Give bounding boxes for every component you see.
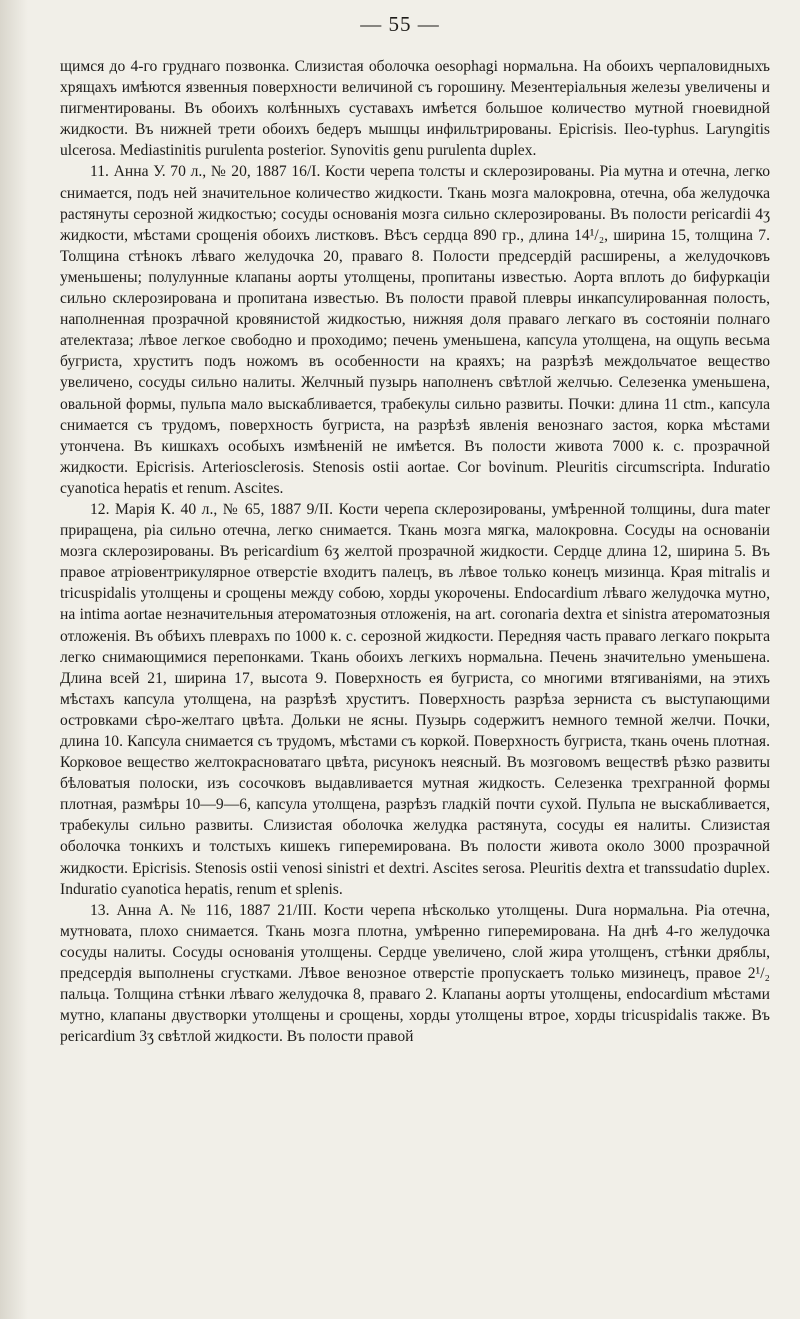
body-text <box>60 56 770 1047</box>
case-13-paragraph: 13. Анна А. № 116, 1887 21/III. Кости черепа нѣсколько утолщены. Dura нормальна. Pia отечна, мутновата, плохо снимается. Ткань мозга плотна, умѣренно гиперемирована. На днѣ 4-го желудочка сосуды налиты. Сосуды основанія утолщены. Сердце увеличено, слой жира утолщенъ, стѣнки дряблы, предсердія выполнены сгустками. Лѣвое венозное отверстіе пропускаетъ только мизинецъ, правое 2¹/₂ пальца. Толщина стѣнки лѣваго желудочка 8, праваго 2. Клапаны аорты утолщены, endocardium мѣстами мутно, клапаны двустворки утолщены и срощены, хорды утолщены втрое, хорды tricuspidalis также. Въ pericardium 3ʒ свѣтлой жидкости. Въ полости правой <box>60 901 770 1046</box>
paragraph-continuation: щимся до 4-го груднаго позвонка. Слизистая оболочка oesophagi нормальна. На обоихъ черпаловидныхъ хрящахъ имѣются язвенныя поверхности величиной съ горошину. Мезентеріальныя железы увеличены и пигментированы. Въ обоихъ колѣнныхъ суставахъ имѣется большое количество мутной гноевидной жидкости. Въ нижней трети обоихъ бедеръ мышцы инфильтрированы. Epicrisis. Ileo-typhus. Laryngitis ulcerosa. Mediastinitis purulenta posterior. Synovitis genu purulenta duplex. <box>60 58 770 160</box>
page-number: — 55 — <box>360 12 440 36</box>
page-fold-shadow <box>0 0 28 1319</box>
case-12-paragraph: 12. Марія К. 40 л., № 65, 1887 9/II. Кости черепа склерозированы, умѣренной толщины, dura mater приращена, pia сильно отечна, легко снимается. Ткань мозга мягка, малокровна. Сосуды на основаніи мозга склерозированы. Въ pericardium 6ʒ желтой прозрачной жидкости. Сердце длина 12, ширина 5. Въ правое атріовентрикулярное отверстіе входитъ палецъ, въ лѣвое только конецъ мизинца. Края mitralis и tricuspidalis утолщены и срощены между собою, хорды укорочены. Endocardium лѣваго желудочка мутно, на intima aortae незначительныя атероматозныя отложенія, на art. coronaria dextra et sinistra атероматозныя отложенія. Въ обѣихъ плеврахъ по 1000 к. с. серозной жидкости. Передняя часть праваго легкаго покрыта легко снимающимися перепонками. Ткань обоихъ легкихъ нормальна. Печень значительно уменьшена. Длина всей 21, ширина 17, высота 9. Поверхность ея бугриста, со многими втягиваніями, на этихъ мѣстахъ капсула утолщена, на разрѣзѣ хруститъ. Поверхность разрѣза зерниста съ выступающими островками сѣро-желтаго цвѣта. Дольки не ясны. Пузырь содержитъ немного темной желчи. Почки, длина 10. Капсула снимается съ трудомъ, мѣстами съ коркой. Поверхность бугриста, ткань очень плотная. Корковое вещество желтокрасноватаго цвѣта, рисунокъ неясный. Въ мозговомъ веществѣ рѣзко развиты бѣловатыя полоски, изъ сосочковъ выдавливается мутная жидкость. Селезенка трехгранной формы плотная, размѣры 10—9—6, капсула утолщена, разрѣзъ гладкій почти сухой. Пульпа не выскабливается, трабекулы сильно развиты. Слизистая оболочка желудка растянута, сосуды ея налиты. Слизистая оболочка тонкихъ и толстыхъ кишекъ гиперемирована. Въ полости живота около 3000 прозрачной жидкости. Epicrisis. Stenosis ostii venosi sinistri et dextri. Ascites serosa. Pleuritis dextra et transsudatio duplex. Induratio cyanotica hepatis, renum et splenis. <box>60 500 770 898</box>
case-11-paragraph: 11. Анна У. 70 л., № 20, 1887 16/I. Кости черепа толсты и склерозированы. Pia мутна и отечна, легко снимается, подъ ней значительное количество жидкости. Ткань мозга малокровна, отечна, оба желудочка растянуты серозной жидкостью; сосуды основанія мозга сильно склерозированы. Въ полости pericardii 4ʒ жидкости, мѣстами срощенія обоихъ листковъ. Вѣсъ сердца 890 гр., длина 14¹/₂, ширина 15, толщина 7. Толщина стѣнокъ лѣваго желудочка 20, праваго 8. Полости предсердій расширены, а желудочковъ уменьшены; полулунные клапаны аорты утолщены, пропитаны известью. Аорта вплоть до бифуркаціи сильно склерозирована и пропитана известью. Въ полости правой плевры инкапсулированная полость, наполненная прозрачной кровянистой жидкостью, нижняя доля праваго легкаго въ состояніи полнаго ателектаза; лѣвое легкое свободно и проходимо; печень уменьшена, капсула утолщена, на ощупь весьма бугриста, хруститъ подъ ножомъ въ особенности на краяхъ; на разрѣзѣ междольчатое вещество увеличено, сосуды сильно налиты. Желчный пузырь наполненъ свѣтлой желчью. Селезенка уменьшена, овальной формы, пульпа мало выскабливается, трабекулы сильно развиты. Почки: длина 11 ctm., капсула снимается съ трудомъ, поверхность бугриста, на разрѣзѣ явленія венознаго застоя, корка мѣстами утончена. Въ кишкахъ особыхъ измѣненій не имѣется. Въ полости живота 7000 к. с. прозрачной жидкости. Epicrisis. Arteriosclerosis. Stenosis ostii aortae. Cor bovinum. Pleuritis circumscripta. Induratio cyanotica hepatis et renum. Ascites. <box>60 163 770 497</box>
